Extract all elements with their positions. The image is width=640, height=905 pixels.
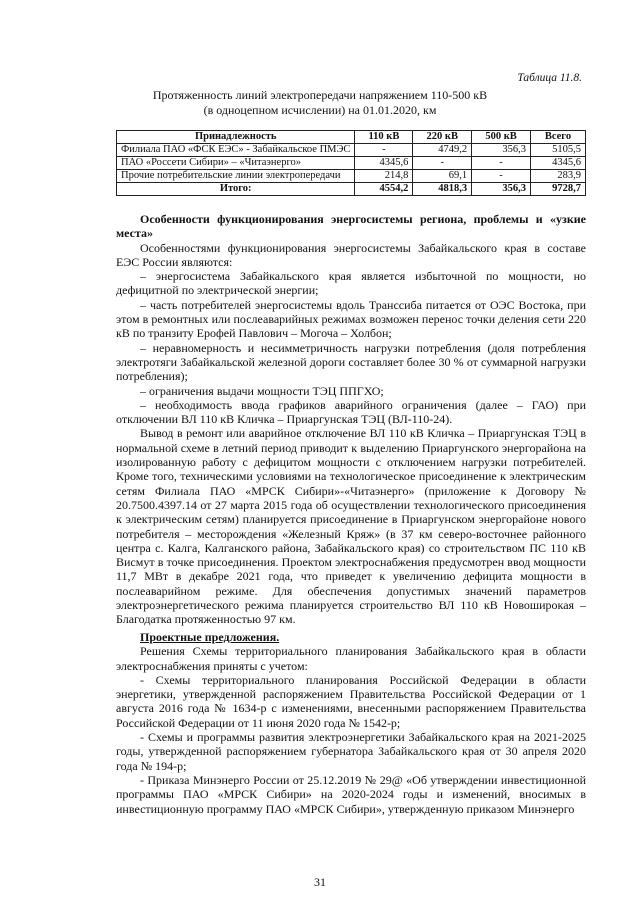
table-cell: Филиала ПАО «ФСК ЕЭС» - Забайкальское ПМЭС <box>117 144 355 157</box>
section1-paragraph: Вывод в ремонт или аварийное отключение ВЛ 110 кВ Кличка – Приаргунская ТЭЦ в нормальной схеме в летний период приводит к выделению Приаргунского энергорайона на изолированную работу с дефицитом мощности с отключением нагрузки потребителей. Кроме того, техническими условиями на технологическое присоединение к электрическим сетям Филиала ПАО «МРСК Сибири»-«Читаэнерго» (приложение к Договору № 20.7500.4397.14 от 27 марта 2015 года об осуществлении технологического присоединения к электрическим сетям) планируется присоединение в Приаргунском энергорайоне нового потребителя – месторождения «Железный Кряж» (в 37 км северо-восточнее районного центра с. Калга, Калганского района, Забайкальского края) со строительством ПС 110 кВ Висмут в точке присоединения. Проектом электроснабжения предусмотрен ввод мощности 11,7 МВт в декабре 2021 года, что приведет к увеличению дефицита мощности в послеаварийном режиме. Для обеспечения допустимых значений параметров электроэнергетического режима планируется строительство ВЛ 110 кВ Новоширокая – Благодатка протяженностью 97 км. <box>116 426 586 627</box>
table-cell: Прочие потребительские линии электропередачи <box>117 170 355 183</box>
table-total-row <box>117 183 586 196</box>
table-cell: 356,3 <box>472 144 531 157</box>
section2 <box>116 630 586 816</box>
header-cell: 500 кВ <box>472 131 531 144</box>
table-header-row <box>117 131 586 144</box>
list-item: - Схемы и программы развития электроэнергетики Забайкальского края на 2021-2025 годы, утвержденной распоряжением губернатора Забайкальского края от 30 апреля 2020 года № 194-р; <box>116 730 586 773</box>
table-cell: 4345,6 <box>530 157 585 170</box>
table-cell: - <box>472 157 531 170</box>
header-cell: Всего <box>530 131 585 144</box>
section1-heading: Особенности функционирования энергосистемы региона, проблемы и «узкие места» <box>116 212 586 241</box>
list-item: – ограничения выдачи мощности ТЭЦ ППГХО; <box>140 383 384 398</box>
table-number: Таблица 11.8. <box>517 72 582 84</box>
list-item: - Схемы территориального планирования Российской Федерации в области энергетики, утвержденной распоряжением Правительства Российской Федерации от 1 августа 2016 года № 1634-р с изменениями, внесенными распоряжением Правительства Российской Федерации от 11 июня 2020 года № 1542-р; <box>116 672 586 730</box>
table-cell: 4345,6 <box>355 157 413 170</box>
table-row <box>117 144 586 157</box>
length-table <box>116 130 586 196</box>
total-cell: 4554,2 <box>355 183 413 196</box>
table-cell: 214,8 <box>355 170 413 183</box>
table-row <box>117 170 586 183</box>
total-cell: 356,3 <box>472 183 531 196</box>
header-cell: 110 кВ <box>355 131 413 144</box>
page-number: 31 <box>314 875 326 889</box>
total-cell: 9728,7 <box>530 183 585 196</box>
list-item: – неравномерность и несимметричность нагрузки потребления (доля потребления электротяги Забайкальской железной дороги составляет более 30 % от суммарной нагрузки потребления); <box>116 340 586 384</box>
table-cell: ПАО «Россети Сибири» – «Читаэнерго» <box>117 157 355 170</box>
list-item: – часть потребителей энергосистемы вдоль Транссиба питается от ОЭС Востока, при этом в ремонтных или послеаварийных режимах возможен перенос точки деления сети 220 кВ по транзиту Ерофей Павлович – Могоча – Холбон; <box>116 297 586 341</box>
header-cell: Принадлежность <box>117 131 355 144</box>
list-item: – необходимость ввода графиков аварийного ограничения (далее – ГАО) при отключении ВЛ 110 кВ Кличка – Приаргунская ТЭЦ (ВЛ-110-24). <box>116 397 586 427</box>
section2-heading: Проектные предложения. <box>140 630 280 644</box>
section1-intro: Особенностями функционирования энергосистемы Забайкальского края в составе ЕЭС России являются: <box>116 240 586 269</box>
table-cell: - <box>355 144 413 157</box>
table-cell: 4749,2 <box>413 144 472 157</box>
table-cell: - <box>413 157 472 170</box>
table-title-line1: Протяженность линий электропередачи напряжением 110-500 кВ <box>152 88 488 102</box>
section1 <box>116 212 586 627</box>
table-row <box>117 157 586 170</box>
table-cell: 5105,5 <box>530 144 585 157</box>
table-title-line2: (в одноцепном исчислении) на 01.01.2020, км <box>203 103 437 117</box>
header-cell: 220 кВ <box>413 131 472 144</box>
table-cell: 283,9 <box>530 170 585 183</box>
total-label: Итого: <box>117 183 355 196</box>
section2-intro: Решения Схемы территориального планирования Забайкальского края в области электроснабжения приняты с учетом: <box>116 644 586 673</box>
total-cell: 4818,3 <box>413 183 472 196</box>
table-cell: - <box>472 170 531 183</box>
list-item: - Приказа Минэнерго России от 25.12.2019 № 29@ «Об утверждении инвестиционной программы ПАО «МРСК Сибири» на 2020-2024 годы и изменений, вносимых в инвестиционную программу ПАО «МРСК Сибири», утвержденную приказом Минэнерго <box>116 772 586 816</box>
table-cell: 69,1 <box>413 170 472 183</box>
list-item: – энергосистема Забайкальского края является избыточной по мощности, но дефицитной по электрической энергии; <box>116 269 586 298</box>
